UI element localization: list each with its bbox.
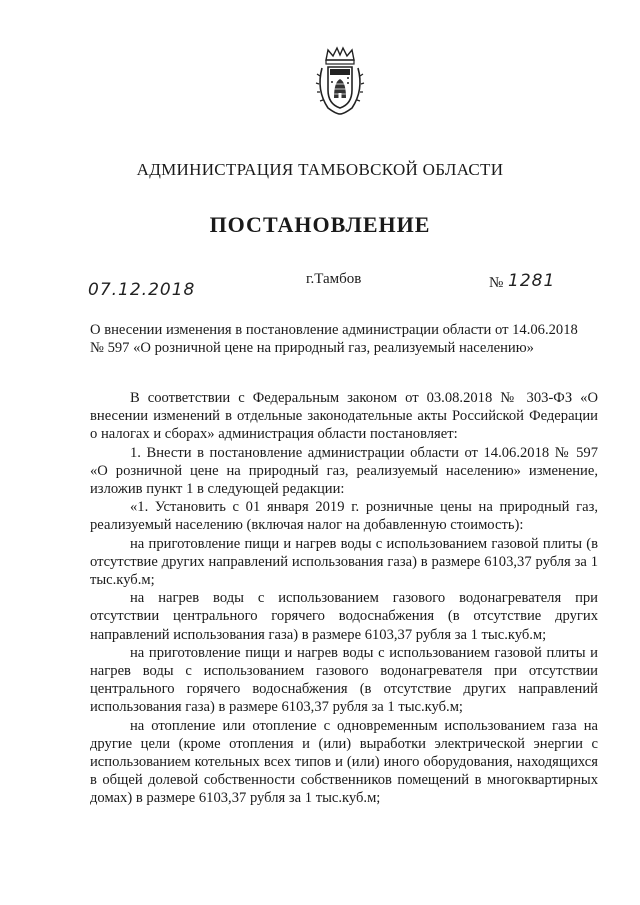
body-paragraph: 1. Внести в постановление администрации области от 14.06.2018 № 597 «О розничной цене на природный газ, реализуемый населению» изменение, изложив пункт 1 в следующей редакции: xyxy=(90,444,598,498)
document-number-label: № xyxy=(489,275,504,291)
document-subject xyxy=(90,321,610,357)
document-body xyxy=(90,389,598,808)
tambov-coat-of-arms-icon xyxy=(314,46,366,116)
body-paragraph: на приготовление пищи и нагрев воды с использованием газовой плиты и нагрев воды с использованием газового водонагревателя при отсутствии центрального горячего водоснабжения (в отсутствие других направлений использования газа) в размере 6103,37 рубля за 1 тыс.куб.м; xyxy=(90,644,598,716)
subject-line: № 597 «О розничной цене на природный газ, реализуемый населению» xyxy=(90,340,534,356)
document-date: 07.12.2018 xyxy=(88,280,196,300)
subject-line: О внесении изменения в постановление администрации области от 14.06.2018 xyxy=(90,322,578,338)
organization-title: АДМИНИСТРАЦИЯ ТАМБОВСКОЙ ОБЛАСТИ xyxy=(136,160,504,179)
document-city: г.Тамбов xyxy=(306,271,362,287)
document-number: 1281 xyxy=(508,271,556,291)
document-type-title: ПОСТАНОВЛЕНИЕ xyxy=(209,212,431,237)
body-paragraph: на отопление или отопление с одновременным использованием газа на другие цели (кроме отопления и (или) выработки электрической энергии с использованием котельных всех типов и (или) иного оборудования, находящихся в общей долевой собственности собственников помещений в многоквартирных домах) в размере 6103,37 рубля за 1 тыс.куб.м; xyxy=(90,717,598,807)
body-paragraph: В соответствии с Федеральным законом от 03.08.2018 № 303-ФЗ «О внесении изменений в отдельные законодательные акты Российской Федерации о налогах и сборах» администрация области постановляет: xyxy=(90,390,598,443)
body-paragraph: на приготовление пищи и нагрев воды с использованием газовой плиты (в отсутствие других направлений использования газа) в размере 6103,37 рубля за 1 тыс.куб.м; xyxy=(90,535,598,589)
body-paragraph: «1. Установить с 01 января 2019 г. розничные цены на природный газ, реализуемый населению (включая налог на добавленную стоимость): xyxy=(90,499,598,534)
body-paragraph: на нагрев воды с использованием газового водонагревателя при отсутствии центрального горячего водоснабжения (в отсутствие других направлений использования газа) в размере 6103,37 рубля за 1 тыс.куб.м; xyxy=(90,590,598,643)
